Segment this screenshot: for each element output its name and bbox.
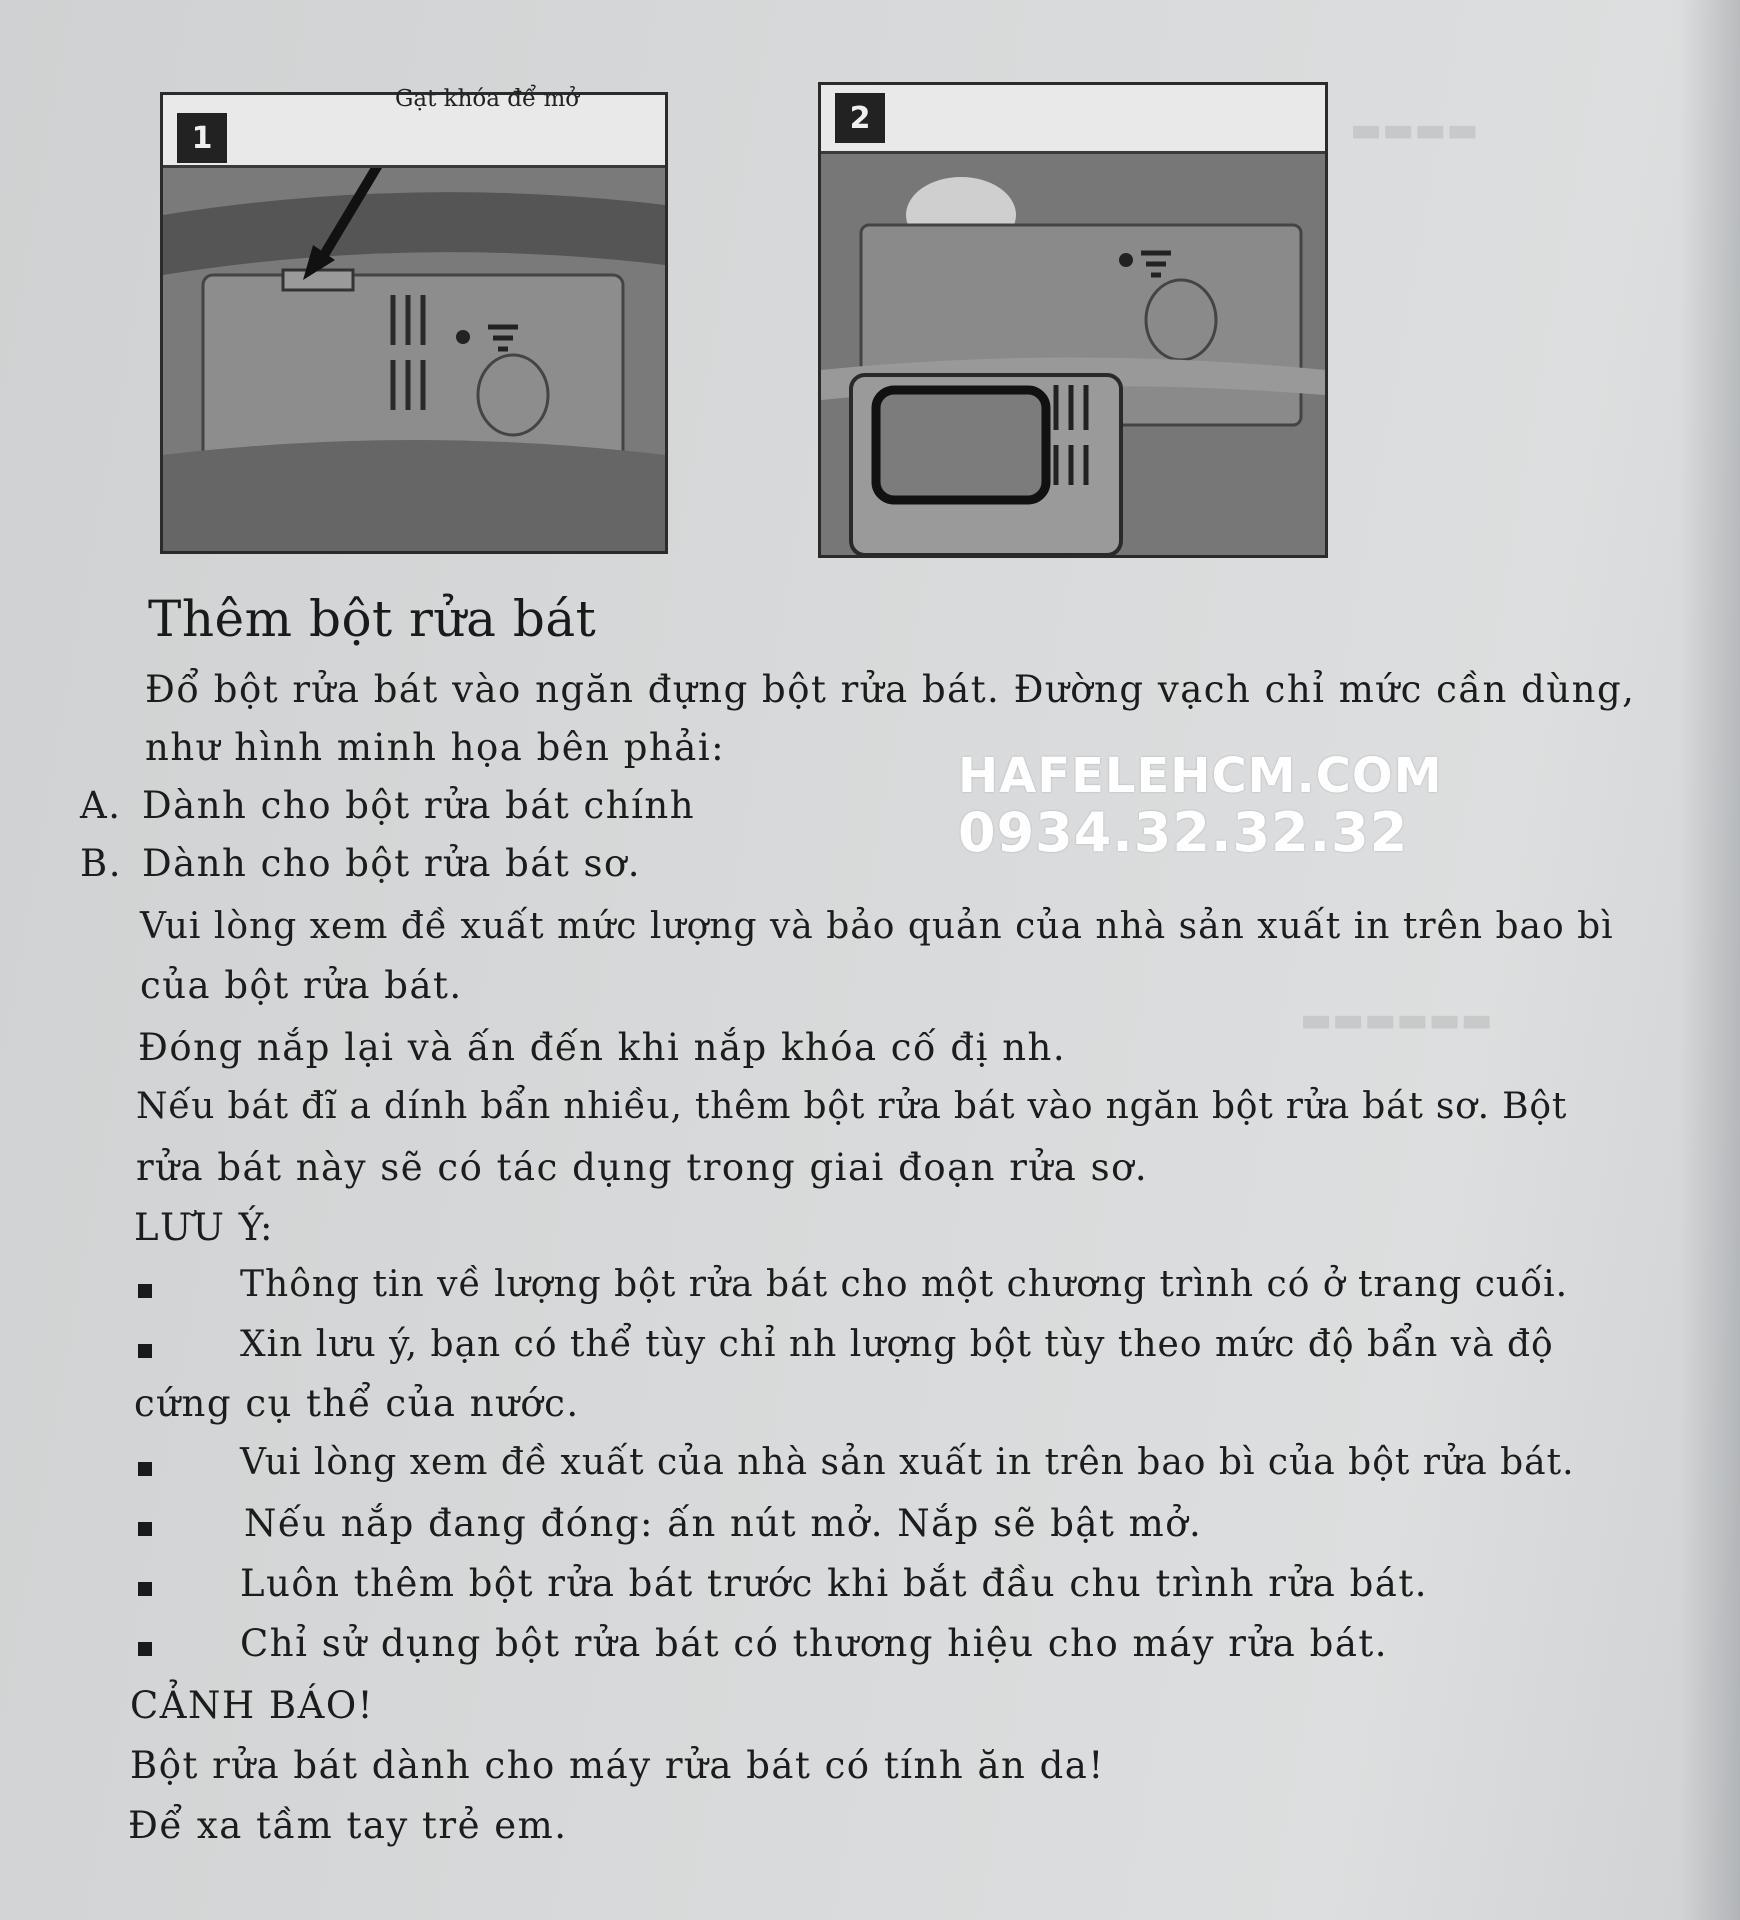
note-item-3: Vui lòng xem đề xuất của nhà sản xuất in trên bao bì của bột rửa bát. <box>240 1442 1575 1483</box>
bullet-square-icon <box>138 1642 152 1656</box>
option-b-text: Dành cho bột rửa bát sơ. <box>142 842 642 885</box>
warning-title: CẢNH BÁO! <box>130 1684 375 1727</box>
note-item-5: Luôn thêm bột rửa bát trước khi bắt đầu chu trình rửa bát. <box>240 1562 1428 1605</box>
figure-1-number: 1 <box>177 113 227 163</box>
bullet-square-icon <box>138 1284 152 1298</box>
intro-line-2: như hình minh họa bên phải: <box>145 726 726 769</box>
watermark-phone: 0934.32.32.32 <box>958 801 1409 864</box>
bullet-square-icon <box>138 1462 152 1476</box>
warning-line-1: Bột rửa bát dành cho máy rửa bát có tính ăn da! <box>130 1744 1105 1787</box>
figure-2-number: 2 <box>835 93 885 143</box>
note-item-1: Thông tin về lượng bột rửa bát cho một chương trình có ở trang cuối. <box>240 1264 1569 1305</box>
option-a-text: Dành cho bột rửa bát chính <box>142 784 696 827</box>
bullet-square-icon <box>138 1522 152 1536</box>
watermark <box>958 748 1443 864</box>
figure-2-header <box>821 85 1325 154</box>
bleed-through-texture: ▬▬▬▬▬▬ <box>1300 1000 1493 1040</box>
intro-line-1: Đổ bột rửa bát vào ngăn đựng bột rửa bát. Đường vạch chỉ mức cần dùng, <box>145 668 1636 711</box>
option-a-marker: A. <box>80 784 122 827</box>
bullet-square-icon <box>138 1344 152 1358</box>
paragraph-3-line-1: Nếu bát đĩ a dính bẩn nhiều, thêm bột rửa bát vào ngăn bột rửa bát sơ. Bột <box>136 1086 1568 1127</box>
option-b-marker: B. <box>80 842 122 885</box>
bleed-through-texture: ▬▬▬▬ <box>1350 110 1479 150</box>
paragraph-3-line-2: rửa bát này sẽ có tác dụng trong giai đoạn rửa sơ. <box>136 1146 1149 1189</box>
figure-1 <box>160 92 668 554</box>
dispenser-open-illustration <box>821 85 1325 555</box>
paragraph-1-line-1: Vui lòng xem đề xuất mức lượng và bảo quản của nhà sản xuất in trên bao bì <box>140 906 1614 947</box>
note-item-6: Chỉ sử dụng bột rửa bát có thương hiệu cho máy rửa bát. <box>240 1622 1389 1665</box>
paragraph-2: Đóng nắp lại và ấn đến khi nắp khóa cố đị nh. <box>138 1026 1067 1069</box>
warning-line-2: Để xa tầm tay trẻ em. <box>128 1804 568 1847</box>
section-heading: Thêm bột rửa bát <box>148 590 597 648</box>
figure-1-caption: Gạt khóa để mở <box>395 86 580 112</box>
note-item-2-continuation: cứng cụ thể của nước. <box>134 1382 580 1425</box>
note-title: LƯU Ý: <box>134 1206 275 1249</box>
watermark-site: HAFELEHCM.COM <box>958 748 1443 804</box>
page-edge-shadow <box>1680 0 1740 1920</box>
note-item-2: Xin lưu ý, bạn có thể tùy chỉ nh lượng bột tùy theo mức độ bẩn và độ <box>240 1324 1554 1365</box>
bullet-square-icon <box>138 1582 152 1596</box>
figure-2 <box>818 82 1328 558</box>
paragraph-1-line-2: của bột rửa bát. <box>140 964 463 1007</box>
note-item-4: Nếu nắp đang đóng: ấn nút mở. Nắp sẽ bật mở. <box>244 1502 1203 1545</box>
